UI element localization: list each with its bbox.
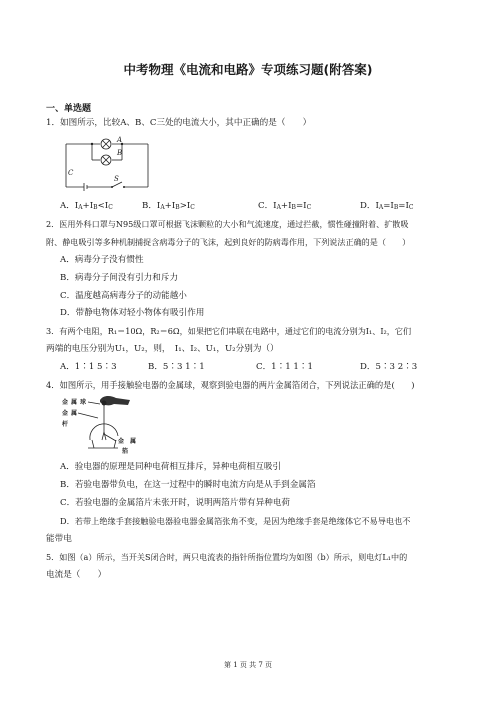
q1-option-d: D．$I_A=I_B=I_C$ (360, 201, 414, 211)
label-foil-1: 金 属 (118, 438, 137, 445)
label-metal-rod-3: 杆 (62, 421, 69, 428)
q3-stem-line2: 两端的电压分别为U₁，U₂，则， I₁、I₂、U₁，U₂分别为（） (46, 344, 279, 354)
label-foil-2: 箔 (122, 448, 129, 455)
document-title: 中考物理《电流和电路》专项练习题(附答案) (123, 62, 373, 77)
q1-option-b: B．$I_A+I_B>I_C$ (142, 201, 195, 211)
q1-stem: 1．如图所示，比较A、B、C三处的电流大小，其中正确的是（ ） (46, 118, 312, 128)
q2-stem-line2: 附、静电吸引等多种机制捕捉含病毒分子的飞沫，起到良好的防病毒作用，下列说法正确的是（ ） (46, 237, 411, 247)
q5-stem-line1: 5．如图（a）所示，当开关S闭合时，两只电流表的指针所指位置均为如图（b）所示，则电灯L₁中的 (46, 552, 408, 562)
label-a: A (117, 136, 123, 144)
q4-option-d-continued: 能带电 (46, 534, 72, 544)
q2-option-c: C．温度越高病毒分子的动能越小 (60, 291, 187, 301)
label-b: B (117, 149, 123, 157)
q2-option-d: D．带静电物体对轻小物体有吸引作用 (60, 308, 205, 318)
q3-option-d: D．5∶3 2∶3 (360, 362, 418, 372)
q1-option-c: C．$I_A+I_B=I_C$ (258, 201, 312, 211)
q5-stem-line2: 电流是（ ） (46, 570, 107, 580)
q4-electroscope-diagram (60, 396, 170, 458)
q3-option-c: C．1∶1 1∶1 (256, 362, 313, 372)
label-metal-ball-3: 球 (80, 399, 87, 406)
q4-option-a: A．验电器的原理是同种电荷相互排斥，异种电荷相互吸引 (60, 462, 282, 472)
q1-option-a: A．$I_A+I_B<I_C$ (60, 201, 113, 211)
q4-option-c: C．若验电器的金属箔片未张开时，说明两箔片带有异种电荷 (60, 498, 291, 508)
q3-stem-line1: 3．有两个电阻，R₁＝10Ω，R₂＝6Ω，如果把它们串联在电路中，通过它们的电流分别为I₁、I₂，它们 (46, 326, 412, 336)
q2-option-a: A．病毒分子没有惯性 (60, 255, 144, 265)
label-c: C (68, 169, 74, 177)
q4-stem: 4．如图所示，用手接触验电器的金属球，观察到验电器的两片金属箔闭合，下列说法正确的是( ) (46, 380, 415, 390)
label-metal-rod-1: 金 (62, 410, 69, 417)
q1-circuit-diagram (62, 134, 158, 194)
q4-option-d: D．若带上绝缘手套接触验电器验电器金属箔张角不变，是因为绝缘手套是绝缘体它不易导电也不 (60, 516, 411, 526)
q2-option-b: B．病毒分子间没有引力和斥力 (60, 273, 179, 283)
q2-stem-line1: 2．医用外科口罩与N95级口罩可根据飞沫颗粒的大小和气流速度，通过拦截，惯性碰撞附着、扩散吸 (46, 219, 409, 229)
page-footer: 第 1 页 共 7 页 (223, 661, 273, 669)
label-metal-rod-2: 属 (71, 410, 78, 417)
label-s: S (114, 175, 119, 183)
label-metal-ball-2: 属 (71, 399, 78, 406)
section-heading: 一、单选题 (46, 104, 92, 114)
q3-option-b: B．5∶3 1∶1 (148, 362, 205, 372)
q3-option-a: A．1∶1 5∶3 (60, 362, 117, 372)
label-metal-ball-1: 金 (62, 399, 69, 406)
q4-option-b: B．若验电器带负电，在这一过程中的瞬时电流方向是从手到金属箔 (60, 480, 316, 490)
